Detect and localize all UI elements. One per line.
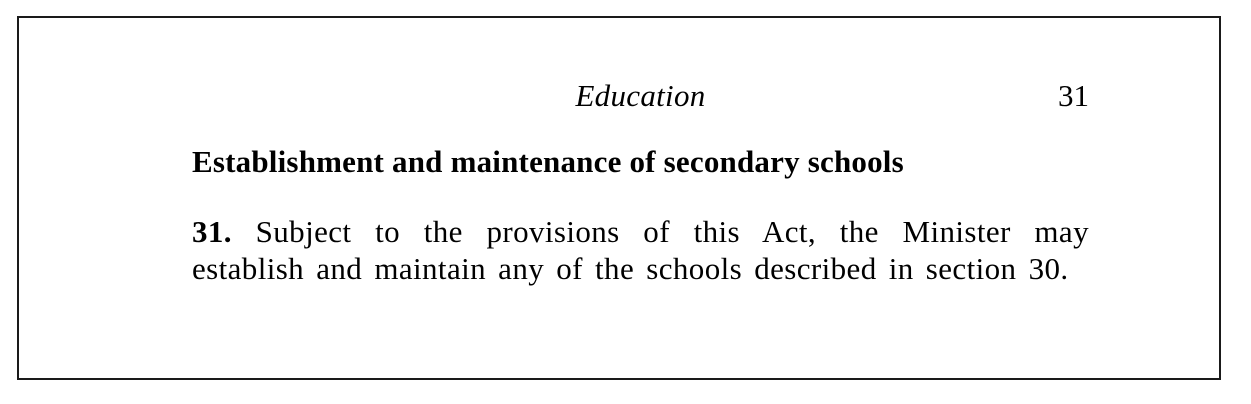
running-head	[192, 76, 1089, 116]
running-head-title: Education	[575, 78, 706, 113]
section-heading: Establishment and maintenance of secondary schools	[192, 144, 904, 179]
page-border	[17, 16, 1221, 380]
section-paragraph	[192, 213, 1089, 287]
section-text: Subject to the provisions of this Act, the Minister may establish and maintain any of the schools described in section 30.	[192, 214, 1089, 286]
page-number: 31	[1058, 78, 1089, 113]
section-number: 31.	[192, 214, 232, 249]
